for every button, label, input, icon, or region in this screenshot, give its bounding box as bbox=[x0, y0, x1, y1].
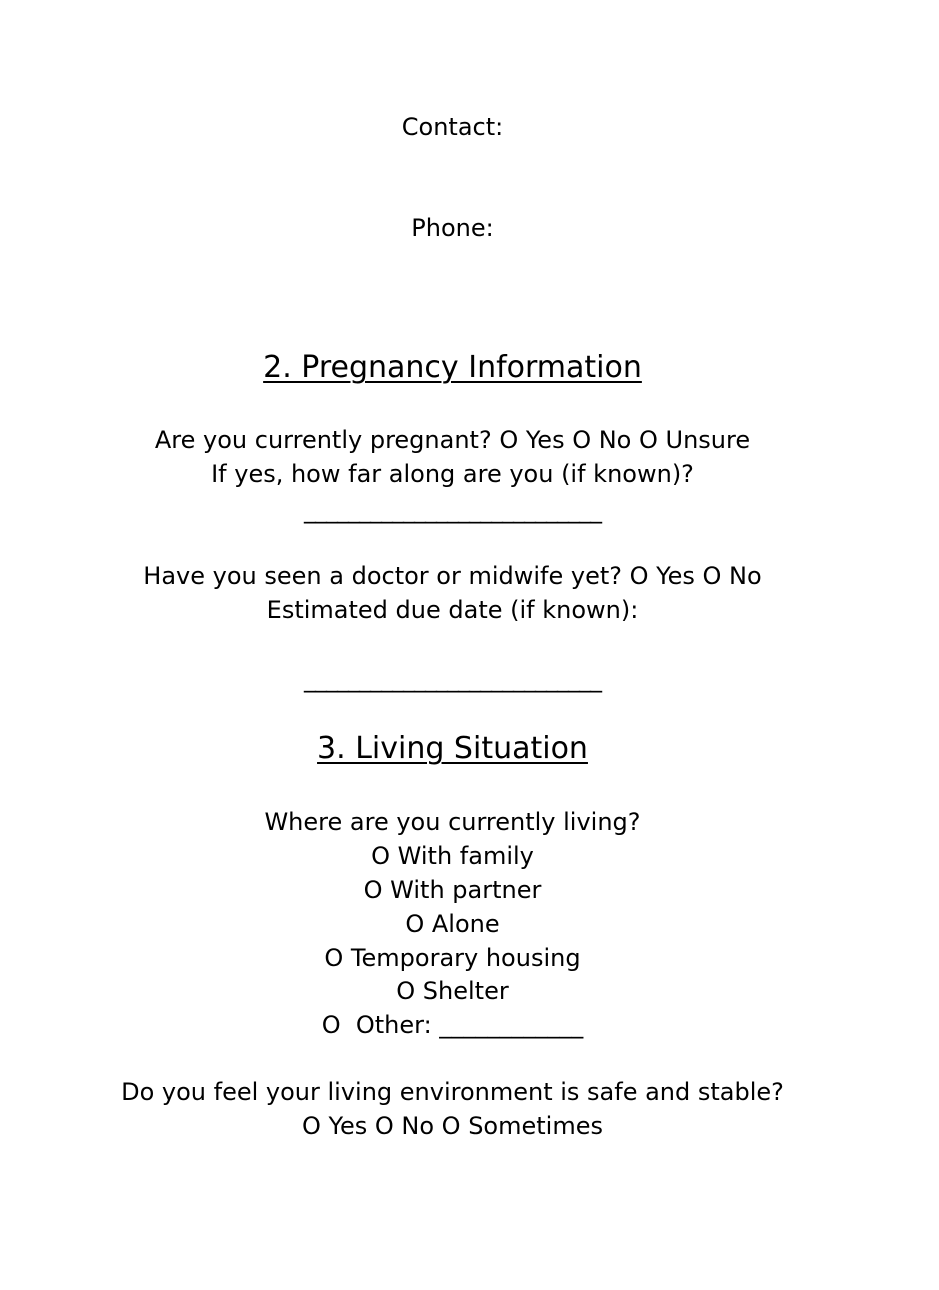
phone-label: Phone: bbox=[411, 214, 494, 242]
contact-label: Contact: bbox=[401, 113, 504, 141]
how-far-question: If yes, how far along are you (if known)? bbox=[211, 460, 694, 488]
living-option[interactable]: O Shelter bbox=[396, 977, 509, 1005]
where-living-question: Where are you currently living? bbox=[264, 808, 641, 836]
how-far-answer-blank[interactable]: ___________________________ bbox=[304, 496, 601, 524]
pregnancy-section-heading: 2. Pregnancy Information bbox=[263, 350, 642, 385]
due-date-answer-blank[interactable]: ___________________________ bbox=[304, 665, 601, 693]
safe-environment-options[interactable]: O Yes O No O Sometimes bbox=[302, 1112, 603, 1140]
living-option[interactable]: O With partner bbox=[363, 876, 542, 904]
living-option[interactable]: O With family bbox=[371, 842, 534, 870]
living-option[interactable]: O Temporary housing bbox=[324, 944, 581, 972]
seen-doctor-question[interactable]: Have you seen a doctor or midwife yet? O Yes O No bbox=[143, 562, 762, 590]
living-option[interactable]: O Alone bbox=[405, 910, 500, 938]
pregnant-question[interactable]: Are you currently pregnant? O Yes O No O Unsure bbox=[154, 426, 751, 454]
living-section-heading: 3. Living Situation bbox=[317, 731, 588, 766]
due-date-question: Estimated due date (if known): bbox=[266, 596, 639, 624]
safe-environment-question: Do you feel your living environment is safe and stable? bbox=[121, 1078, 784, 1106]
living-option-other[interactable]: O Other: ____________ bbox=[321, 1011, 584, 1039]
